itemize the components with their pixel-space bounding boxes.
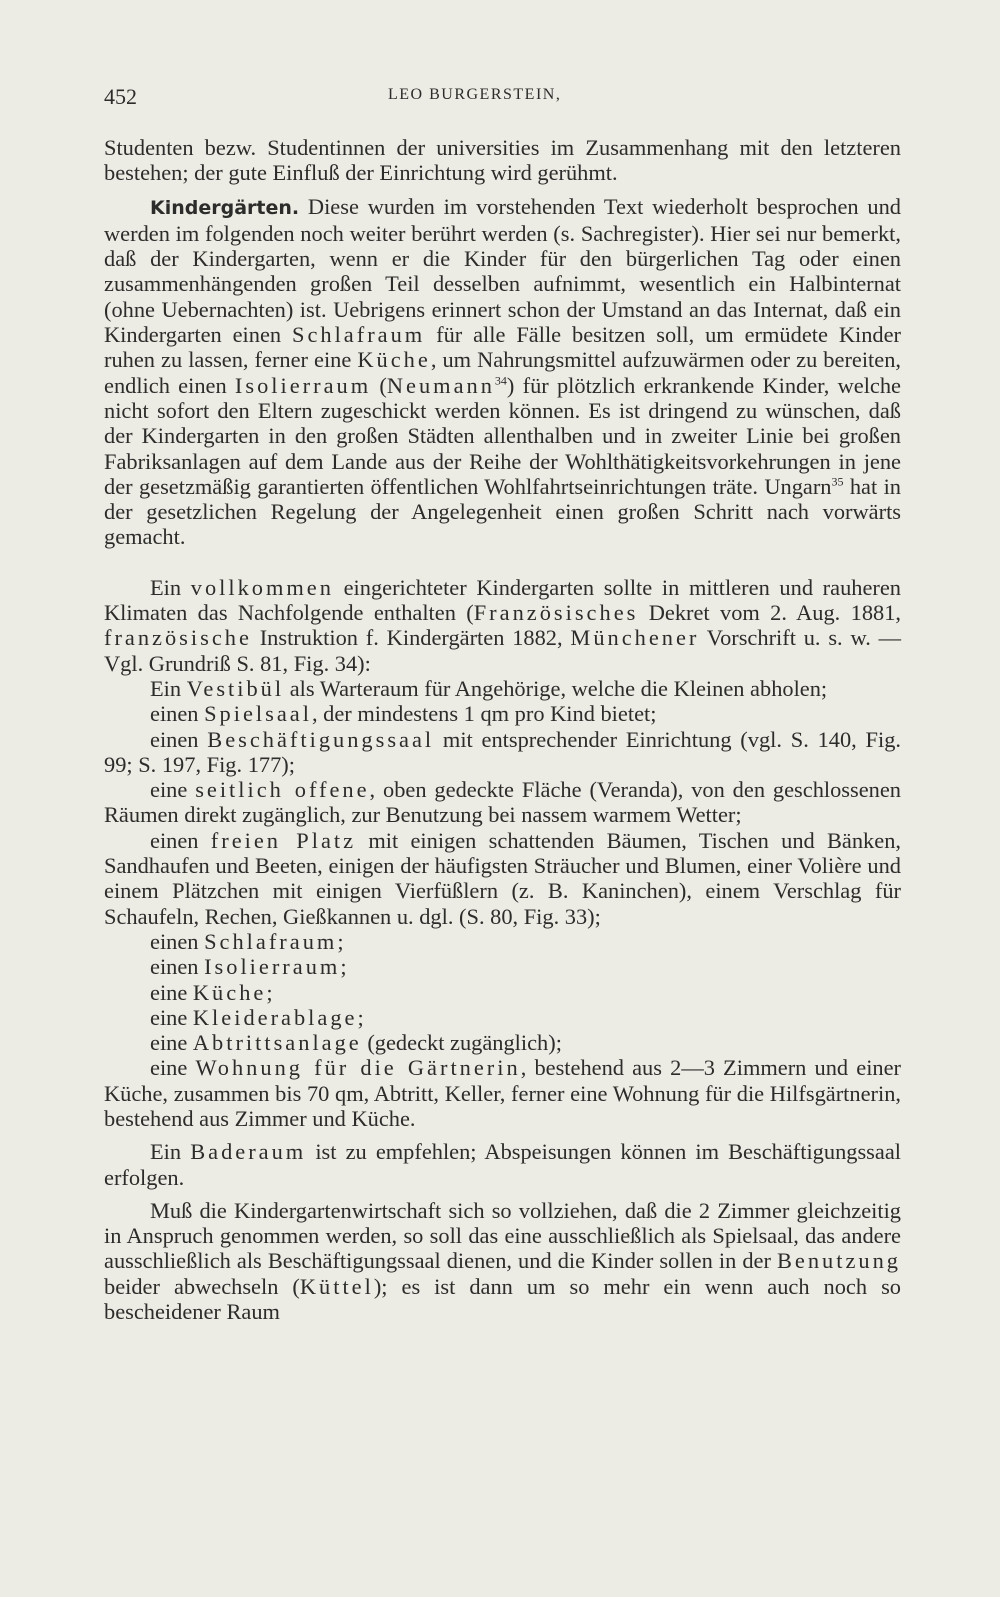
list-item: einen Schlafraum; (150, 928, 344, 954)
list-item: Ein Vestibül als Warteraum für Angehörige, welche die Kleinen abholen; (150, 675, 828, 701)
footnote-ref: 35 (831, 474, 844, 489)
list-item: einen Beschäftigungssaal mit entsprechender Einrichtung (vgl. S. 140, Fig. 99; S. 197, Fig. 177); (104, 726, 901, 777)
list-item: eine Abtrittsanlage (gedeckt zugänglich); (150, 1030, 562, 1056)
paragraph-studenten: Studenten bezw. Studentinnen der universities im Zusammenhang mit den letzteren bestehen; der gute Einfluß der Einrichtung wird gerühmt. (104, 135, 901, 186)
paragraph-vollkommen: Ein vollkommen eingerichteter Kindergarten sollte in mittleren und rauheren Klimaten das Nachfolgende enthalten (Französisches Dekret vom 2. Aug. 1881, französische Instruktion f. Kindergärten 1882, Münchener Vorschrift u. s. w. — Vgl. Grundriß S. 81, Fig. 34): (104, 574, 901, 676)
footnote-ref: 34 (494, 373, 507, 388)
paragraph-baderaum: Ein Baderaum ist zu empfehlen; Abspeisungen können im Beschäftigungssaal erfolgen. (104, 1139, 901, 1190)
page-header (104, 84, 901, 114)
list-item: einen freien Platz mit einigen schattenden Bäumen, Tischen und Bänken, Sandhaufen und Beeten, einigen der häufigsten Sträucher und Blumen, einer Volière und einem Plätzchen mit einigen Vierfüßlern (z. B. Kaninchen), einem Verschlag für Schaufeln, Rechen, Gießkannen u. dgl. (S. 80, Fig. 33); (104, 827, 901, 929)
section-heading-kindergaerten: Kindergärten. (150, 196, 300, 219)
list-item: einen Spielsaal, der mindestens 1 qm pro Kind bietet; (150, 701, 657, 727)
list-item: einen Isolierraum; (150, 954, 347, 980)
list-item: eine Kleiderablage; (150, 1004, 364, 1030)
list-item: eine Küche; (150, 979, 273, 1005)
running-head: LEO BURGERSTEIN, (388, 86, 562, 103)
list-item: eine seitlich offene, oben gedeckte Fläche (Veranda), von den geschlossenen Räumen direkt zugänglich, zur Benutzung bei nassem warmem Wetter; (104, 777, 901, 828)
list-item: eine Wohnung für die Gärtnerin, bestehend aus 2—3 Zimmern und einer Küche, zusammen bis 70 qm, Abtritt, Keller, ferner eine Wohnung für die Hilfsgärtnerin, bestehend aus Zimmer und Küche. (104, 1055, 902, 1131)
body-text (104, 135, 901, 1324)
paragraph-kindergaerten: Kindergärten. Diese wurden im vorstehenden Text wiederholt besprochen und werden im folgenden noch weiter berührt werden (s. Sachregister). Hier sei nur bemerkt, daß der Kindergarten, wenn er die Kinder für den bürgerlichen Tag oder einen zusammenhängenden großen Teil desselben aufnimmt, wesentlich ein Halbinternat (ohne Uebernachten) ist. Uebrigens erinnert schon der Umstand an das Internat, daß ein Kindergarten einen Schlafraum für alle Fälle besitzen soll, um ermüdete Kinder ruhen zu lassen, ferner eine Küche, um Nahrungsmittel aufzuwärmen oder zu bereiten, endlich einen Isolierraum (Neumann$^{34}$) für plötzlich erkrankende Kinder, welche nicht sofort den Eltern zugeschickt werden können. Es ist dringend zu wünschen, daß der Kindergarten in den großen Städten allenthalben und in zweiter Linie bei großen Fabriksanlagen auf dem Lande aus der Reihe der Wohlthätigkeitsvorkehrungen in jene der gesetzmäßig garantierten öffentlichen Wohlfahrtseinrichtungen träte. Ungarn$^{35}$ hat in der gesetzlichen Regelung der Angelegenheit einen großen Schritt nach vorwärts gemacht. (104, 193, 902, 550)
paragraph-kindergartenwirtschaft: Muß die Kindergartenwirtschaft sich so vollziehen, daß die 2 Zimmer gleichzeitig in Anspruch genommen werden, so soll das eine ausschließlich als Spielsaal, das andere ausschließlich als Beschäftigungssaal dienen, und die Kinder sollen in der Benutzung beider abwechseln (Küttel); es ist dann um so mehr ein wenn auch noch so bescheidener Raum (104, 1197, 901, 1325)
page-number: 452 (104, 84, 137, 109)
